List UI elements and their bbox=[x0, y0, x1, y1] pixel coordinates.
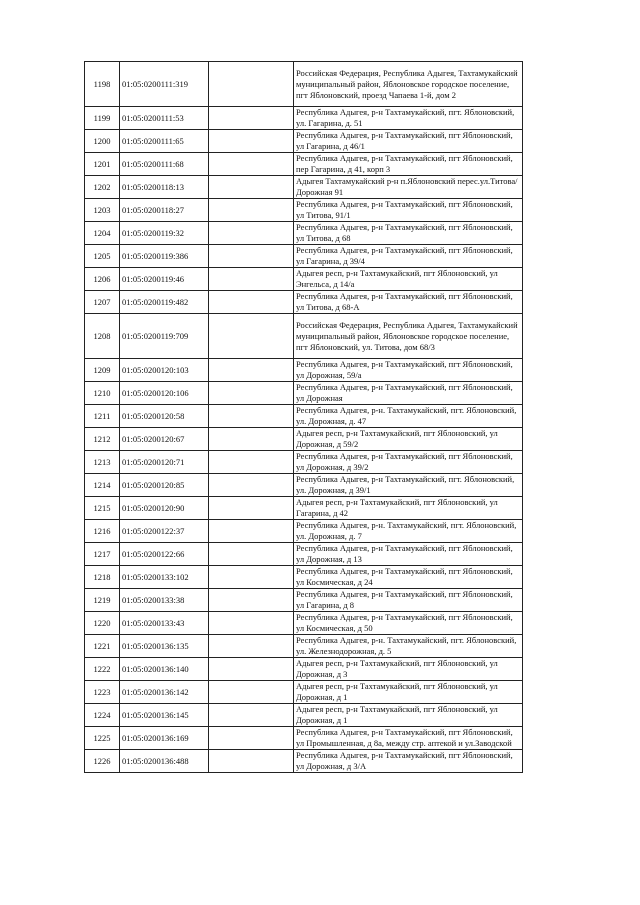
empty-cell bbox=[209, 199, 294, 222]
row-number-cell: 1218 bbox=[85, 566, 120, 589]
empty-cell bbox=[209, 405, 294, 428]
address-cell: Адыгея респ, р-н Тахтамукайский, пгт Яблоновский, ул Дорожная, д 1 bbox=[294, 704, 523, 727]
cadastral-number-cell: 01:05:0200111:68 bbox=[120, 153, 209, 176]
address-cell: Республика Адыгея, р-н Тахтамукайский, пгт Яблоновский, ул Титова, д 68-А bbox=[294, 291, 523, 314]
cadastral-number-cell: 01:05:0200119:482 bbox=[120, 291, 209, 314]
row-number-cell: 1204 bbox=[85, 222, 120, 245]
cadastral-number-cell: 01:05:0200120:58 bbox=[120, 405, 209, 428]
row-number-cell: 1199 bbox=[85, 107, 120, 130]
row-number-cell: 1223 bbox=[85, 681, 120, 704]
table-row bbox=[85, 222, 523, 245]
cadastral-number-cell: 01:05:0200111:65 bbox=[120, 130, 209, 153]
table-row bbox=[85, 750, 523, 773]
row-number-cell: 1200 bbox=[85, 130, 120, 153]
cadastral-number-cell: 01:05:0200122:66 bbox=[120, 543, 209, 566]
empty-cell bbox=[209, 750, 294, 773]
address-cell: Республика Адыгея, р-н. Тахтамукайский, пгт. Яблоновский, ул. Дорожная, д. 7 bbox=[294, 520, 523, 543]
cadastral-number-cell: 01:05:0200119:32 bbox=[120, 222, 209, 245]
cadastral-number-cell: 01:05:0200133:102 bbox=[120, 566, 209, 589]
address-cell: Республика Адыгея, р-н Тахтамукайский, пгт. Яблоновский, ул. Дорожная, д 39/1 bbox=[294, 474, 523, 497]
table-row bbox=[85, 130, 523, 153]
address-cell: Республика Адыгея, р-н Тахтамукайский, пгт Яблоновский, ул Космическая, д 24 bbox=[294, 566, 523, 589]
table-row bbox=[85, 382, 523, 405]
empty-cell bbox=[209, 107, 294, 130]
address-cell: Республика Адыгея, р-н Тахтамукайский, пгт Яблоновский, ул Гагарина, д 46/1 bbox=[294, 130, 523, 153]
empty-cell bbox=[209, 359, 294, 382]
empty-cell bbox=[209, 474, 294, 497]
table-row bbox=[85, 314, 523, 359]
address-cell: Республика Адыгея, р-н Тахтамукайский, пгт Яблоновский, ул Дорожная, д 3/А bbox=[294, 750, 523, 773]
row-number-cell: 1202 bbox=[85, 176, 120, 199]
row-number-cell: 1208 bbox=[85, 314, 120, 359]
address-cell: Республика Адыгея, р-н. Тахтамукайский, пгт. Яблоновский, ул. Железнодорожная, д. 5 bbox=[294, 635, 523, 658]
empty-cell bbox=[209, 543, 294, 566]
empty-cell bbox=[209, 291, 294, 314]
address-cell: Республика Адыгея, р-н Тахтамукайский, пгт Яблоновский, ул Космическая, д 50 bbox=[294, 612, 523, 635]
cadastral-number-cell: 01:05:0200122:37 bbox=[120, 520, 209, 543]
row-number-cell: 1226 bbox=[85, 750, 120, 773]
row-number-cell: 1221 bbox=[85, 635, 120, 658]
row-number-cell: 1215 bbox=[85, 497, 120, 520]
cadastral-number-cell: 01:05:0200133:43 bbox=[120, 612, 209, 635]
empty-cell bbox=[209, 176, 294, 199]
empty-cell bbox=[209, 222, 294, 245]
registry-table-body bbox=[85, 62, 523, 773]
empty-cell bbox=[209, 130, 294, 153]
cadastral-number-cell: 01:05:0200136:488 bbox=[120, 750, 209, 773]
cadastral-number-cell: 01:05:0200119:386 bbox=[120, 245, 209, 268]
address-cell: Республика Адыгея, р-н Тахтамукайский, пгт Яблоновский, ул Дорожная, 59/а bbox=[294, 359, 523, 382]
cadastral-number-cell: 01:05:0200111:319 bbox=[120, 62, 209, 107]
table-row bbox=[85, 428, 523, 451]
address-cell: Республика Адыгея, р-н Тахтамукайский, пгт Яблоновский, ул Дорожная, д 13 bbox=[294, 543, 523, 566]
address-cell: Адыгея Тахтамукайский р-н п.Яблоновский перес.ул.Титова/Дорожная 91 bbox=[294, 176, 523, 199]
cadastral-number-cell: 01:05:0200120:85 bbox=[120, 474, 209, 497]
row-number-cell: 1225 bbox=[85, 727, 120, 750]
address-cell: Республика Адыгея, р-н Тахтамукайский, пгт Яблоновский, ул Гагарина, д 39/4 bbox=[294, 245, 523, 268]
address-cell: Республика Адыгея, р-н Тахтамукайский, пгт Яблоновский, пер Гагарина, д 41, корп 3 bbox=[294, 153, 523, 176]
row-number-cell: 1201 bbox=[85, 153, 120, 176]
row-number-cell: 1213 bbox=[85, 451, 120, 474]
table-row bbox=[85, 658, 523, 681]
table-row bbox=[85, 566, 523, 589]
cadastral-number-cell: 01:05:0200118:13 bbox=[120, 176, 209, 199]
empty-cell bbox=[209, 704, 294, 727]
table-row bbox=[85, 704, 523, 727]
address-cell: Российская Федерация, Республика Адыгея, Тахтамукайский муниципальный район, Яблоновское городское поселение, пгт Яблоновский, проезд Чапаева 1-й, дом 2 bbox=[294, 62, 523, 107]
table-row bbox=[85, 291, 523, 314]
cadastral-number-cell: 01:05:0200120:71 bbox=[120, 451, 209, 474]
table-row bbox=[85, 199, 523, 222]
cadastral-number-cell: 01:05:0200119:709 bbox=[120, 314, 209, 359]
table-row bbox=[85, 612, 523, 635]
empty-cell bbox=[209, 612, 294, 635]
row-number-cell: 1212 bbox=[85, 428, 120, 451]
empty-cell bbox=[209, 268, 294, 291]
row-number-cell: 1198 bbox=[85, 62, 120, 107]
address-cell: Республика Адыгея, р-н Тахтамукайский, пгт Яблоновский, ул Дорожная, д 39/2 bbox=[294, 451, 523, 474]
table-row bbox=[85, 474, 523, 497]
table-row bbox=[85, 359, 523, 382]
table-row bbox=[85, 176, 523, 199]
empty-cell bbox=[209, 681, 294, 704]
table-row bbox=[85, 245, 523, 268]
table-row bbox=[85, 727, 523, 750]
cadastral-number-cell: 01:05:0200136:145 bbox=[120, 704, 209, 727]
row-number-cell: 1222 bbox=[85, 658, 120, 681]
address-cell: Республика Адыгея, р-н Тахтамукайский, пгт Яблоновский, ул Промышленная, д 8а, между стр. аптекой и ул.Заводской bbox=[294, 727, 523, 750]
address-cell: Адыгея респ, р-н Тахтамукайский, пгт Яблоновский, ул Дорожная, д 3 bbox=[294, 658, 523, 681]
table-row bbox=[85, 153, 523, 176]
property-registry-table bbox=[84, 61, 523, 773]
row-number-cell: 1203 bbox=[85, 199, 120, 222]
address-cell: Российская Федерация, Республика Адыгея, Тахтамукайский муниципальный район, Яблоновское городское поселение, пгт Яблоновский, ул. Титова, дом 68/3 bbox=[294, 314, 523, 359]
empty-cell bbox=[209, 497, 294, 520]
row-number-cell: 1224 bbox=[85, 704, 120, 727]
table-row bbox=[85, 635, 523, 658]
row-number-cell: 1205 bbox=[85, 245, 120, 268]
empty-cell bbox=[209, 589, 294, 612]
empty-cell bbox=[209, 566, 294, 589]
address-cell: Адыгея респ, р-н Тахтамукайский, пгт Яблоновский, ул Гагарина, д 42 bbox=[294, 497, 523, 520]
empty-cell bbox=[209, 314, 294, 359]
cadastral-number-cell: 01:05:0200120:106 bbox=[120, 382, 209, 405]
row-number-cell: 1220 bbox=[85, 612, 120, 635]
cadastral-number-cell: 01:05:0200133:38 bbox=[120, 589, 209, 612]
cadastral-number-cell: 01:05:0200120:67 bbox=[120, 428, 209, 451]
table-row bbox=[85, 543, 523, 566]
empty-cell bbox=[209, 153, 294, 176]
empty-cell bbox=[209, 727, 294, 750]
cadastral-number-cell: 01:05:0200120:90 bbox=[120, 497, 209, 520]
table-row bbox=[85, 497, 523, 520]
empty-cell bbox=[209, 658, 294, 681]
address-cell: Адыгея респ, р-н Тахтамукайский, пгт Яблоновский, ул Дорожная, д 1 bbox=[294, 681, 523, 704]
address-cell: Республика Адыгея, р-н Тахтамукайский, пгт Яблоновский, ул Гагарина, д 8 bbox=[294, 589, 523, 612]
address-cell: Республика Адыгея, р-н. Тахтамукайский, пгт. Яблоновский, ул. Дорожная, д. 47 bbox=[294, 405, 523, 428]
row-number-cell: 1207 bbox=[85, 291, 120, 314]
table-row bbox=[85, 520, 523, 543]
cadastral-number-cell: 01:05:0200136:142 bbox=[120, 681, 209, 704]
table-row bbox=[85, 268, 523, 291]
row-number-cell: 1217 bbox=[85, 543, 120, 566]
row-number-cell: 1219 bbox=[85, 589, 120, 612]
cadastral-number-cell: 01:05:0200120:103 bbox=[120, 359, 209, 382]
cadastral-number-cell: 01:05:0200119:46 bbox=[120, 268, 209, 291]
table-row bbox=[85, 62, 523, 107]
empty-cell bbox=[209, 62, 294, 107]
row-number-cell: 1211 bbox=[85, 405, 120, 428]
address-cell: Адыгея респ, р-н Тахтамукайский, пгт Яблоновский, ул Энгельса, д 14/а bbox=[294, 268, 523, 291]
empty-cell bbox=[209, 635, 294, 658]
empty-cell bbox=[209, 382, 294, 405]
row-number-cell: 1214 bbox=[85, 474, 120, 497]
address-cell: Адыгея респ, р-н Тахтамукайский, пгт Яблоновский, ул Дорожная, д 59/2 bbox=[294, 428, 523, 451]
cadastral-number-cell: 01:05:0200136:140 bbox=[120, 658, 209, 681]
empty-cell bbox=[209, 428, 294, 451]
empty-cell bbox=[209, 245, 294, 268]
cadastral-number-cell: 01:05:0200136:169 bbox=[120, 727, 209, 750]
cadastral-number-cell: 01:05:0200118:27 bbox=[120, 199, 209, 222]
row-number-cell: 1210 bbox=[85, 382, 120, 405]
row-number-cell: 1206 bbox=[85, 268, 120, 291]
table-row bbox=[85, 681, 523, 704]
table-row bbox=[85, 589, 523, 612]
address-cell: Республика Адыгея, р-н Тахтамукайский, пгт. Яблоновский, ул. Гагарина, д. 51 bbox=[294, 107, 523, 130]
address-cell: Республика Адыгея, р-н Тахтамукайский, пгт Яблоновский, ул Титова, 91/1 bbox=[294, 199, 523, 222]
empty-cell bbox=[209, 451, 294, 474]
row-number-cell: 1209 bbox=[85, 359, 120, 382]
cadastral-number-cell: 01:05:0200111:53 bbox=[120, 107, 209, 130]
table-row bbox=[85, 107, 523, 130]
address-cell: Республика Адыгея, р-н Тахтамукайский, пгт Яблоновский, ул Дорожная bbox=[294, 382, 523, 405]
cadastral-number-cell: 01:05:0200136:135 bbox=[120, 635, 209, 658]
address-cell: Республика Адыгея, р-н Тахтамукайский, пгт Яблоновский, ул Титова, д 68 bbox=[294, 222, 523, 245]
row-number-cell: 1216 bbox=[85, 520, 120, 543]
empty-cell bbox=[209, 520, 294, 543]
table-row bbox=[85, 405, 523, 428]
table-row bbox=[85, 451, 523, 474]
